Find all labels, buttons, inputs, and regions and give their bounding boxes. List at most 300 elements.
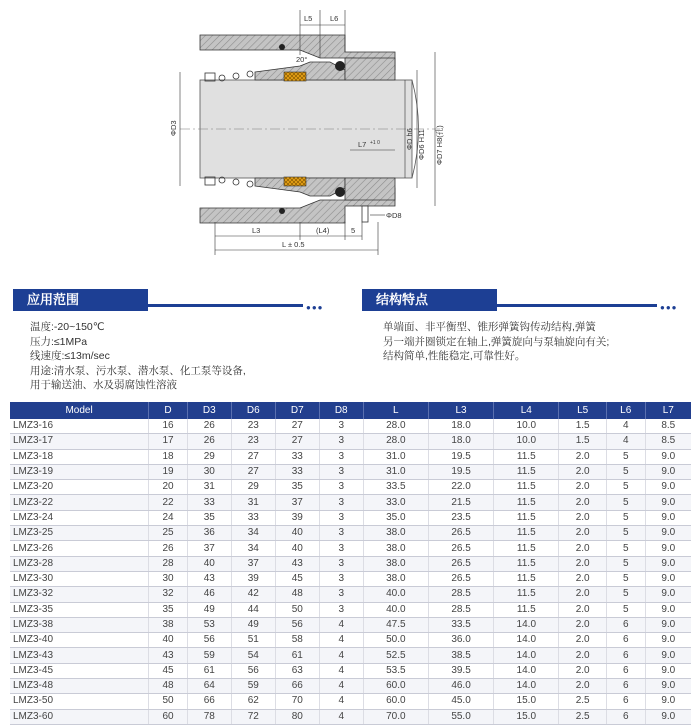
table-cell: 35 [149, 602, 188, 617]
table-cell: 2.0 [559, 556, 607, 571]
column-header: D6 [231, 402, 275, 419]
table-cell: 36 [187, 526, 231, 541]
table-cell: LMZ3-35 [10, 602, 149, 617]
table-cell: 5 [606, 449, 645, 464]
table-cell: 50 [275, 602, 319, 617]
scope-section-header [13, 289, 333, 311]
table-cell: 2.0 [559, 633, 607, 648]
table-cell: 38 [149, 617, 188, 632]
table-cell: 5 [606, 526, 645, 541]
table-cell: 23 [231, 434, 275, 449]
table-cell: 3 [319, 434, 363, 449]
table-cell: 49 [187, 602, 231, 617]
table-cell: 5 [606, 464, 645, 479]
table-cell: 14.0 [494, 648, 559, 663]
table-cell: 66 [187, 694, 231, 709]
table-cell: 58 [275, 633, 319, 648]
table-cell: 40.0 [363, 602, 428, 617]
table-cell: 9.0 [645, 526, 691, 541]
table-cell: 9.0 [645, 633, 691, 648]
table-row [10, 571, 691, 586]
table-cell: 9.0 [645, 556, 691, 571]
table-cell: 19 [149, 464, 188, 479]
table-cell: 2.0 [559, 648, 607, 663]
table-cell: 19.5 [428, 449, 493, 464]
table-cell: 48 [275, 587, 319, 602]
features-line: 单端面、非平衡型、锥形弹簧钩传动结构,弹簧 [383, 321, 596, 333]
table-cell: 3 [319, 449, 363, 464]
table-cell: 35 [187, 510, 231, 525]
table-cell: 42 [231, 587, 275, 602]
table-cell: 18.0 [428, 434, 493, 449]
column-header: D8 [319, 402, 363, 419]
dim-l: L ± 0.5 [282, 240, 305, 249]
table-cell: 28.0 [363, 419, 428, 434]
table-row [10, 495, 691, 510]
dim-l4: (L4) [316, 226, 330, 235]
table-cell: LMZ3-43 [10, 648, 149, 663]
table-cell: 28.5 [428, 587, 493, 602]
table-cell: 40.0 [363, 587, 428, 602]
table-row [10, 709, 691, 724]
table-row [10, 663, 691, 678]
table-cell: LMZ3-20 [10, 480, 149, 495]
table-cell: 27 [275, 434, 319, 449]
scope-bar-line [148, 304, 303, 307]
table-cell: 29 [231, 480, 275, 495]
dim-d6: ΦD6 H11 [417, 129, 426, 160]
column-header: L7 [645, 402, 691, 419]
table-cell: 52.5 [363, 648, 428, 663]
table-cell: LMZ3-40 [10, 633, 149, 648]
table-cell: 9.0 [645, 541, 691, 556]
table-cell: 63 [275, 663, 319, 678]
table-cell: 3 [319, 495, 363, 510]
table-cell: 2.0 [559, 571, 607, 586]
table-cell: 38.0 [363, 556, 428, 571]
table-cell: 33 [275, 449, 319, 464]
table-cell: 23.5 [428, 510, 493, 525]
table-cell: 3 [319, 602, 363, 617]
dim-l7: L7 [358, 140, 367, 149]
table-cell: 9.0 [645, 663, 691, 678]
table-cell: 33.5 [363, 480, 428, 495]
table-cell: 2.0 [559, 663, 607, 678]
table-cell: 2.0 [559, 602, 607, 617]
table-row [10, 526, 691, 541]
table-cell: 2.0 [559, 679, 607, 694]
table-cell: 6 [606, 617, 645, 632]
table-cell: 60.0 [363, 679, 428, 694]
table-cell: 5 [606, 602, 645, 617]
table-cell: 33 [231, 510, 275, 525]
packing-bottom [284, 177, 306, 186]
table-cell: 24 [149, 510, 188, 525]
table-cell: 34 [231, 526, 275, 541]
table-cell: 11.5 [494, 510, 559, 525]
table-cell: 47.5 [363, 617, 428, 632]
table-cell: 4 [319, 709, 363, 724]
table-cell: 3 [319, 480, 363, 495]
table-cell: LMZ3-22 [10, 495, 149, 510]
table-cell: 2.5 [559, 709, 607, 724]
packing-top [284, 72, 306, 81]
features-bar-dots: ●●● [660, 303, 678, 312]
table-cell: 31.0 [363, 449, 428, 464]
table-cell: 3 [319, 541, 363, 556]
table-cell: LMZ3-24 [10, 510, 149, 525]
table-row [10, 419, 691, 434]
table-cell: 3 [319, 556, 363, 571]
table-cell: 27 [275, 419, 319, 434]
table-cell: 15.0 [494, 709, 559, 724]
table-cell: 51 [231, 633, 275, 648]
table-cell: 26 [149, 541, 188, 556]
table-cell: 3 [319, 419, 363, 434]
table-cell: 11.5 [494, 541, 559, 556]
table-cell: LMZ3-50 [10, 694, 149, 709]
table-cell: 14.0 [494, 679, 559, 694]
table-cell: 1.5 [559, 419, 607, 434]
features-line: 结构简单,性能稳定,可靠性好。 [383, 350, 526, 362]
table-row [10, 480, 691, 495]
table-cell: 30 [187, 464, 231, 479]
table-cell: 26.5 [428, 556, 493, 571]
table-cell: 38.0 [363, 526, 428, 541]
table-cell: LMZ3-30 [10, 571, 149, 586]
table-cell: 59 [187, 648, 231, 663]
scope-line: 温度:-20~150℃ [30, 321, 105, 333]
column-header: D3 [187, 402, 231, 419]
table-cell: 59 [231, 679, 275, 694]
column-header: L5 [559, 402, 607, 419]
table-cell: 2.0 [559, 587, 607, 602]
table-cell: 36.0 [428, 633, 493, 648]
scope-title: 应用范围 [13, 289, 148, 311]
table-cell: 40 [275, 526, 319, 541]
scope-line: 用途:清水泵、污水泵、潜水泵、化工泵等设备, [30, 364, 246, 377]
table-cell: 34 [231, 541, 275, 556]
table-cell: 2.0 [559, 526, 607, 541]
table-cell: 26 [187, 419, 231, 434]
table-cell: 46 [187, 587, 231, 602]
table-cell: 9.0 [645, 510, 691, 525]
table-cell: 56 [275, 617, 319, 632]
table-cell: 78 [187, 709, 231, 724]
table-cell: 44 [231, 602, 275, 617]
table-cell: 11.5 [494, 571, 559, 586]
stationary-seat-top [345, 58, 395, 80]
table-cell: 4 [606, 419, 645, 434]
table-cell: 43 [187, 571, 231, 586]
table-cell: 4 [319, 633, 363, 648]
table-cell: 33 [187, 495, 231, 510]
table-cell: 5 [606, 495, 645, 510]
table-cell: 4 [319, 617, 363, 632]
table-cell: 30 [149, 571, 188, 586]
table-cell: 11.5 [494, 464, 559, 479]
table-row [10, 556, 691, 571]
table-cell: 11.5 [494, 449, 559, 464]
table-cell: 18.0 [428, 419, 493, 434]
features-line: 另一端并圈锁定在轴上,弹簧旋向与泵轴旋向有关; [383, 335, 610, 348]
table-row [10, 464, 691, 479]
table-cell: 48 [149, 679, 188, 694]
table-header-row [10, 402, 691, 419]
table-cell: LMZ3-26 [10, 541, 149, 556]
table-cell: 8.5 [645, 419, 691, 434]
table-cell: 37 [231, 556, 275, 571]
table-row [10, 694, 691, 709]
table-cell: 27 [231, 449, 275, 464]
table-cell: 5 [606, 480, 645, 495]
table-cell: 28.5 [428, 602, 493, 617]
table-cell: 23 [231, 419, 275, 434]
table-row [10, 434, 691, 449]
dim-d3: ΦD3 [169, 120, 178, 136]
table-cell: 39 [275, 510, 319, 525]
table-cell: 38.5 [428, 648, 493, 663]
table-cell: 18 [149, 449, 188, 464]
table-cell: 19.5 [428, 464, 493, 479]
table-cell: LMZ3-60 [10, 709, 149, 724]
table-cell: 33 [275, 464, 319, 479]
column-header: L6 [606, 402, 645, 419]
table-cell: 9.0 [645, 495, 691, 510]
dim-l7-tol: +1 0 [370, 140, 380, 146]
table-cell: 33.0 [363, 495, 428, 510]
table-cell: 50.0 [363, 633, 428, 648]
table-cell: 50 [149, 694, 188, 709]
table-cell: 46.0 [428, 679, 493, 694]
table-cell: 14.0 [494, 663, 559, 678]
table-cell: 54 [231, 648, 275, 663]
table-cell: 5 [606, 571, 645, 586]
table-cell: 9.0 [645, 617, 691, 632]
table-cell: 72 [231, 709, 275, 724]
table-cell: LMZ3-45 [10, 663, 149, 678]
table-cell: 6 [606, 663, 645, 678]
table-cell: 17 [149, 434, 188, 449]
table-cell: 9.0 [645, 571, 691, 586]
table-cell: 22.0 [428, 480, 493, 495]
table-cell: 70.0 [363, 709, 428, 724]
features-section-header [362, 289, 688, 311]
table-row [10, 602, 691, 617]
table-cell: 9.0 [645, 679, 691, 694]
table-cell: 80 [275, 709, 319, 724]
table-cell: 5 [606, 587, 645, 602]
table-cell: 49 [231, 617, 275, 632]
table-cell: 62 [231, 694, 275, 709]
table-cell: 2.0 [559, 617, 607, 632]
features-bar-line [497, 304, 657, 307]
table-cell: 2.0 [559, 449, 607, 464]
table-cell: LMZ3-19 [10, 464, 149, 479]
o-ring [335, 61, 345, 71]
table-cell: 38.0 [363, 541, 428, 556]
dim-five: 5 [351, 226, 356, 235]
features-title: 结构特点 [362, 289, 497, 311]
table-cell: 33.5 [428, 617, 493, 632]
table-cell: LMZ3-48 [10, 679, 149, 694]
table-cell: 6 [606, 679, 645, 694]
seal-cross-section-drawing [0, 0, 700, 275]
table-cell: 70 [275, 694, 319, 709]
table-cell: 35 [275, 480, 319, 495]
column-header: D [149, 402, 188, 419]
table-cell: 11.5 [494, 526, 559, 541]
spring-top [205, 71, 253, 81]
table-cell: 11.5 [494, 556, 559, 571]
table-row [10, 541, 691, 556]
pin [362, 206, 368, 222]
table-cell: 45 [275, 571, 319, 586]
table-cell: 9.0 [645, 449, 691, 464]
dim-l3: L3 [252, 226, 261, 235]
table-cell: 37 [187, 541, 231, 556]
table-cell: 39 [231, 571, 275, 586]
table-cell: 5 [606, 541, 645, 556]
table-cell: 9.0 [645, 602, 691, 617]
table-cell: 9.0 [645, 480, 691, 495]
table-cell: 10.0 [494, 419, 559, 434]
table-row [10, 510, 691, 525]
dimension-table [10, 402, 691, 725]
table-cell: 32 [149, 587, 188, 602]
table-cell: 27 [231, 464, 275, 479]
table-cell: 39.5 [428, 663, 493, 678]
table-row [10, 587, 691, 602]
table-cell: 3 [319, 464, 363, 479]
table-cell: 43 [275, 556, 319, 571]
table-cell: 53 [187, 617, 231, 632]
table-cell: 40 [187, 556, 231, 571]
table-cell: 2.0 [559, 464, 607, 479]
table-cell: 66 [275, 679, 319, 694]
scope-description [30, 320, 246, 393]
table-cell: 25 [149, 526, 188, 541]
dim-l5: L5 [304, 14, 313, 23]
table-cell: 5 [606, 510, 645, 525]
table-cell: 6 [606, 648, 645, 663]
scope-line: 压力:≤1MPa [30, 335, 88, 348]
table-cell: 56 [231, 663, 275, 678]
table-cell: 45 [149, 663, 188, 678]
table-cell: 14.0 [494, 617, 559, 632]
table-cell: 2.0 [559, 480, 607, 495]
table-cell: 31 [231, 495, 275, 510]
table-cell: 26 [187, 434, 231, 449]
table-cell: 2.0 [559, 541, 607, 556]
table-cell: LMZ3-16 [10, 419, 149, 434]
table-cell: 38.0 [363, 571, 428, 586]
table-cell: 9.0 [645, 694, 691, 709]
table-cell: 2.0 [559, 510, 607, 525]
table-cell: 22 [149, 495, 188, 510]
scope-line: 线速度:≤13m/sec [30, 350, 110, 362]
o-ring [279, 44, 285, 50]
table-cell: 40 [149, 633, 188, 648]
table-row [10, 449, 691, 464]
table-cell: 60 [149, 709, 188, 724]
column-header: L [363, 402, 428, 419]
table-cell: 60.0 [363, 694, 428, 709]
table-cell: 3 [319, 571, 363, 586]
table-cell: 16 [149, 419, 188, 434]
dim-d8: ΦD8 [386, 211, 402, 220]
table-cell: 1.5 [559, 434, 607, 449]
table-cell: 56 [187, 633, 231, 648]
table-cell: 31 [187, 480, 231, 495]
scope-bar-dots: ●●● [306, 303, 324, 312]
table-cell: 9.0 [645, 464, 691, 479]
table-cell: 26.5 [428, 526, 493, 541]
features-description [383, 320, 609, 364]
table-cell: 45.0 [428, 694, 493, 709]
dim-dh6: ΦD h6 [405, 128, 414, 150]
table-cell: 6 [606, 694, 645, 709]
scope-line: 用于输送油、水及弱腐蚀性溶液 [30, 379, 177, 391]
table-row [10, 617, 691, 632]
table-cell: 37 [275, 495, 319, 510]
spring-bottom [205, 177, 253, 187]
table-cell: 10.0 [494, 434, 559, 449]
table-cell: 9.0 [645, 648, 691, 663]
table-cell: 6 [606, 709, 645, 724]
table-cell: 4 [319, 648, 363, 663]
table-cell: 53.5 [363, 663, 428, 678]
table-cell: 5 [606, 556, 645, 571]
table-cell: 11.5 [494, 587, 559, 602]
table-row [10, 648, 691, 663]
table-cell: 61 [275, 648, 319, 663]
table-cell: 8.5 [645, 434, 691, 449]
o-ring [279, 208, 285, 214]
table-body [10, 419, 691, 724]
table-cell: 11.5 [494, 602, 559, 617]
table-cell: 31.0 [363, 464, 428, 479]
table-cell: 2.0 [559, 495, 607, 510]
table-cell: 61 [187, 663, 231, 678]
table-cell: 40 [275, 541, 319, 556]
table-cell: LMZ3-32 [10, 587, 149, 602]
column-header: L3 [428, 402, 493, 419]
table-cell: 3 [319, 510, 363, 525]
table-cell: LMZ3-17 [10, 434, 149, 449]
table-cell: 26.5 [428, 571, 493, 586]
dim-angle: 20° [296, 55, 308, 64]
dim-l6: L6 [330, 14, 339, 23]
table-cell: LMZ3-25 [10, 526, 149, 541]
table-cell: 64 [187, 679, 231, 694]
table-cell: LMZ3-18 [10, 449, 149, 464]
table-cell: 3 [319, 526, 363, 541]
o-ring [335, 187, 345, 197]
table-row [10, 633, 691, 648]
column-header: L4 [494, 402, 559, 419]
table-cell: 11.5 [494, 480, 559, 495]
table-cell: 4 [606, 434, 645, 449]
table-cell: 29 [187, 449, 231, 464]
table-cell: 26.5 [428, 541, 493, 556]
table-cell: 4 [319, 679, 363, 694]
table-cell: 20 [149, 480, 188, 495]
table-row [10, 679, 691, 694]
table-cell: 28 [149, 556, 188, 571]
stationary-seat-bottom [345, 178, 395, 200]
table-cell: 9.0 [645, 587, 691, 602]
